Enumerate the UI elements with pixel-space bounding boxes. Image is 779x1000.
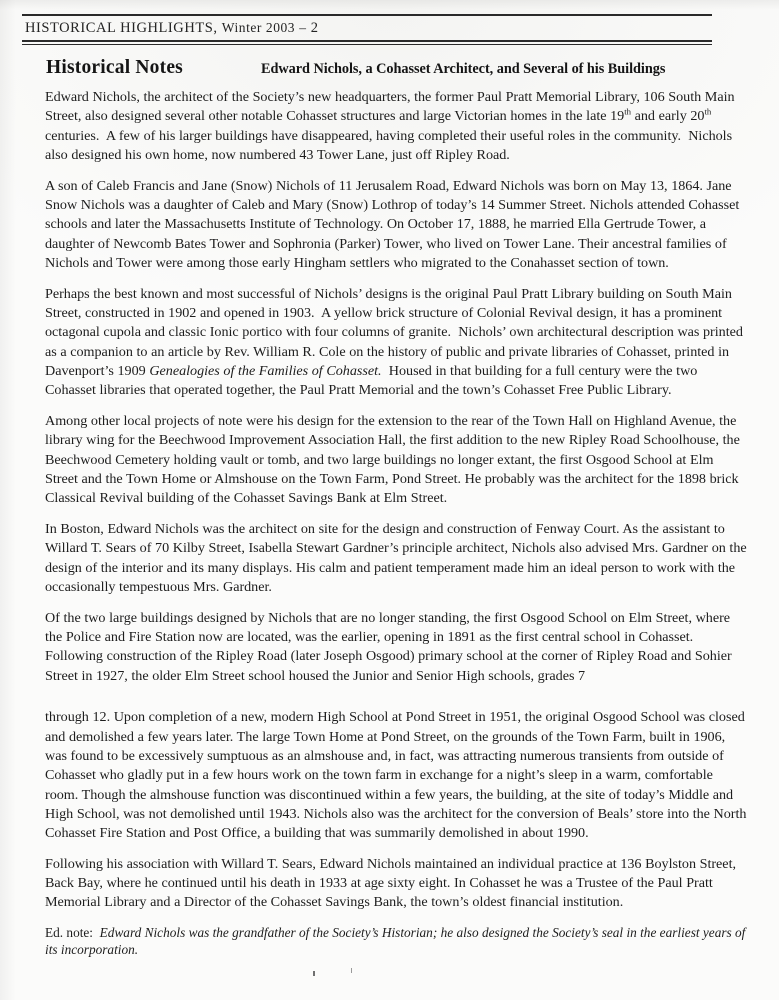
running-head <box>22 16 712 39</box>
paragraph-8: Following his association with Willard T. Sears, Edward Nichols maintained an individual practice at 136 Boylston Street, Back Bay, where he continued until his death in 1933 at age sixty eight. In Cohasset he was a Trustee of the Paul Pratt Memorial Library and a Director of the Cohasset Savings Bank, the town’s oldest financial institution. <box>45 855 736 911</box>
scan-speck <box>313 971 315 976</box>
book-title-italic: Genealogies of the Families of Cohasset. <box>149 362 382 379</box>
paragraph-2: A son of Caleb Francis and Jane (Snow) Nichols of 11 Jerusalem Road, Edward Nichols was born on May 13, 1864. Jane Snow Nichols was a daughter of Caleb and Mary (Snow) Lothrop of today’s 14 Summer Street. Nichols attended Cohasset schools and later the Massachusetts Institute of Technology. On October 17, 1888, he married Ella Gertrude Tower, a daughter of Newcomb Bates Tower and Sophronia (Parker) Tower, who lived on Tower Lane. Their ancestral families of Nichols and Tower were among those early Hingham settlers who migrated to the Conahasset section of town. <box>45 177 740 271</box>
paragraph-7: through 12. Upon completion of a new, modern High School at Pond Street in 1951, the original Osgood School was closed and demolished a few years later. The large Town Home at Pond Street, on the grounds of the Town Farm, built in 1906, was found to be excessively sumptuous as an almshouse and, in fact, was attracting numerous transients from outside of Cohasset who gladly put in a few hours work on the town farm in exchange for a night’s sleep in a warm, comfortable room. Though the almshouse function was discontinued within a few years, the building, at the site of today’s Middle and High School, was not demolished until 1943. Nichols also was the architect for the conversion of Beals’ store into the North Cohasset Fire Station and Post Office, a building that was summarily demolished in about 1990. <box>45 709 747 842</box>
running-head-separator: – <box>299 20 307 35</box>
page-title: Historical Notes <box>46 57 183 78</box>
editors-note-label: Ed. note: <box>45 925 94 941</box>
paragraph-5: In Boston, Edward Nichols was the architect on site for the design and construction of Fenway Court. As the assistant to Willard T. Sears of 70 Kilby Street, Isabella Stewart Gardner’s principle architect, Nichols also advised Mrs. Gardner on the design of the interior and its many displays. His calm and patient temperament made him an ideal person to work with the occasionally tempestuous Mrs. Gardner. <box>45 520 747 595</box>
column-break-gap <box>45 697 748 708</box>
paragraph-3-text: Perhaps the best known and most successful of Nichols’ designs is the original Paul Pratt Library building on South Main Street, constructed in 1902 and opened in 1903. A yellow brick structure of Colonial Revival design, it has a prominent octagonal cupola and classic Ionic portico with four columns of granite. Nichols’ own architectural description was printed as a companion to an article by Rev. William R. Cole on the history of public and private libraries of Cohasset, printed in Davenport’s 1909 Genealogies of the Families of Cohasset. Housed in that building for a full century were the two Cohasset libraries that operated together, the Paul Pratt Memorial and the town’s Cohasset Free Public Library. <box>45 285 743 399</box>
editors-note-text: Edward Nichols was the grandfather of the Society’s Historian; he also designed the Society’s seal in the earliest years of its incorporation. <box>45 925 746 958</box>
paragraph-1-text: Edward Nichols, the architect of the Society’s new headquarters, the former Paul Pratt Memorial Library, 106 South Main Street, also designed several other notable Cohasset structures and large Victorian homes in the late 19th and early 20th centuries. A few of his larger buildings have disappeared, having completed their useful roles in the community. Nichols also designed his own home, now numbered 43 Tower Lane, just off Ripley Road. <box>45 89 735 163</box>
article-subtitle: Edward Nichols, a Cohasset Architect, and Several of his Buildings <box>261 61 666 77</box>
scan-edge-shading-left <box>0 0 16 1000</box>
running-head-issue: Winter 2003 <box>221 20 296 35</box>
paragraph-3 <box>45 285 748 401</box>
scan-edge-shading-top <box>0 0 779 10</box>
scan-speck <box>351 968 352 973</box>
title-row <box>46 57 746 79</box>
editors-note <box>45 924 748 958</box>
paragraph-6: Of the two large buildings designed by Nichols that are no longer standing, the first Osgood School on Elm Street, where the Police and Fire Station now are located, was the earlier, opening in 1891 as the first central school in Cohasset. Following construction of the Ripley Road (later Joseph Osgood) primary school at the corner of Ripley Road and Sohier Street in 1927, the older Elm Street school housed the Junior and Senior High schools, grades 7 <box>45 609 732 684</box>
article-body <box>45 88 748 958</box>
running-head-publication: HISTORICAL HIGHLIGHTS, <box>25 20 218 36</box>
paragraph-4: Among other local projects of note were his design for the extension to the rear of the Town Hall on Highland Avenue, the library wing for the Beechwood Improvement Association Hall, the first addition to the new Ripley Road Schoolhouse, the Beechwood Cemetery holding vault or tomb, and two large buildings no longer extant, the first Osgood School at Elm Street and the Town Home or Almshouse on the Town Farm, Pond Street. He probably was the architect for the 1898 brick Classical Revival building of the Cohasset Savings Bank at Elm Street. <box>45 412 740 507</box>
running-head-page-number: 2 <box>310 20 319 36</box>
paragraph-1 <box>45 88 748 165</box>
running-head-block <box>22 14 712 45</box>
header-rule-double <box>22 40 712 45</box>
